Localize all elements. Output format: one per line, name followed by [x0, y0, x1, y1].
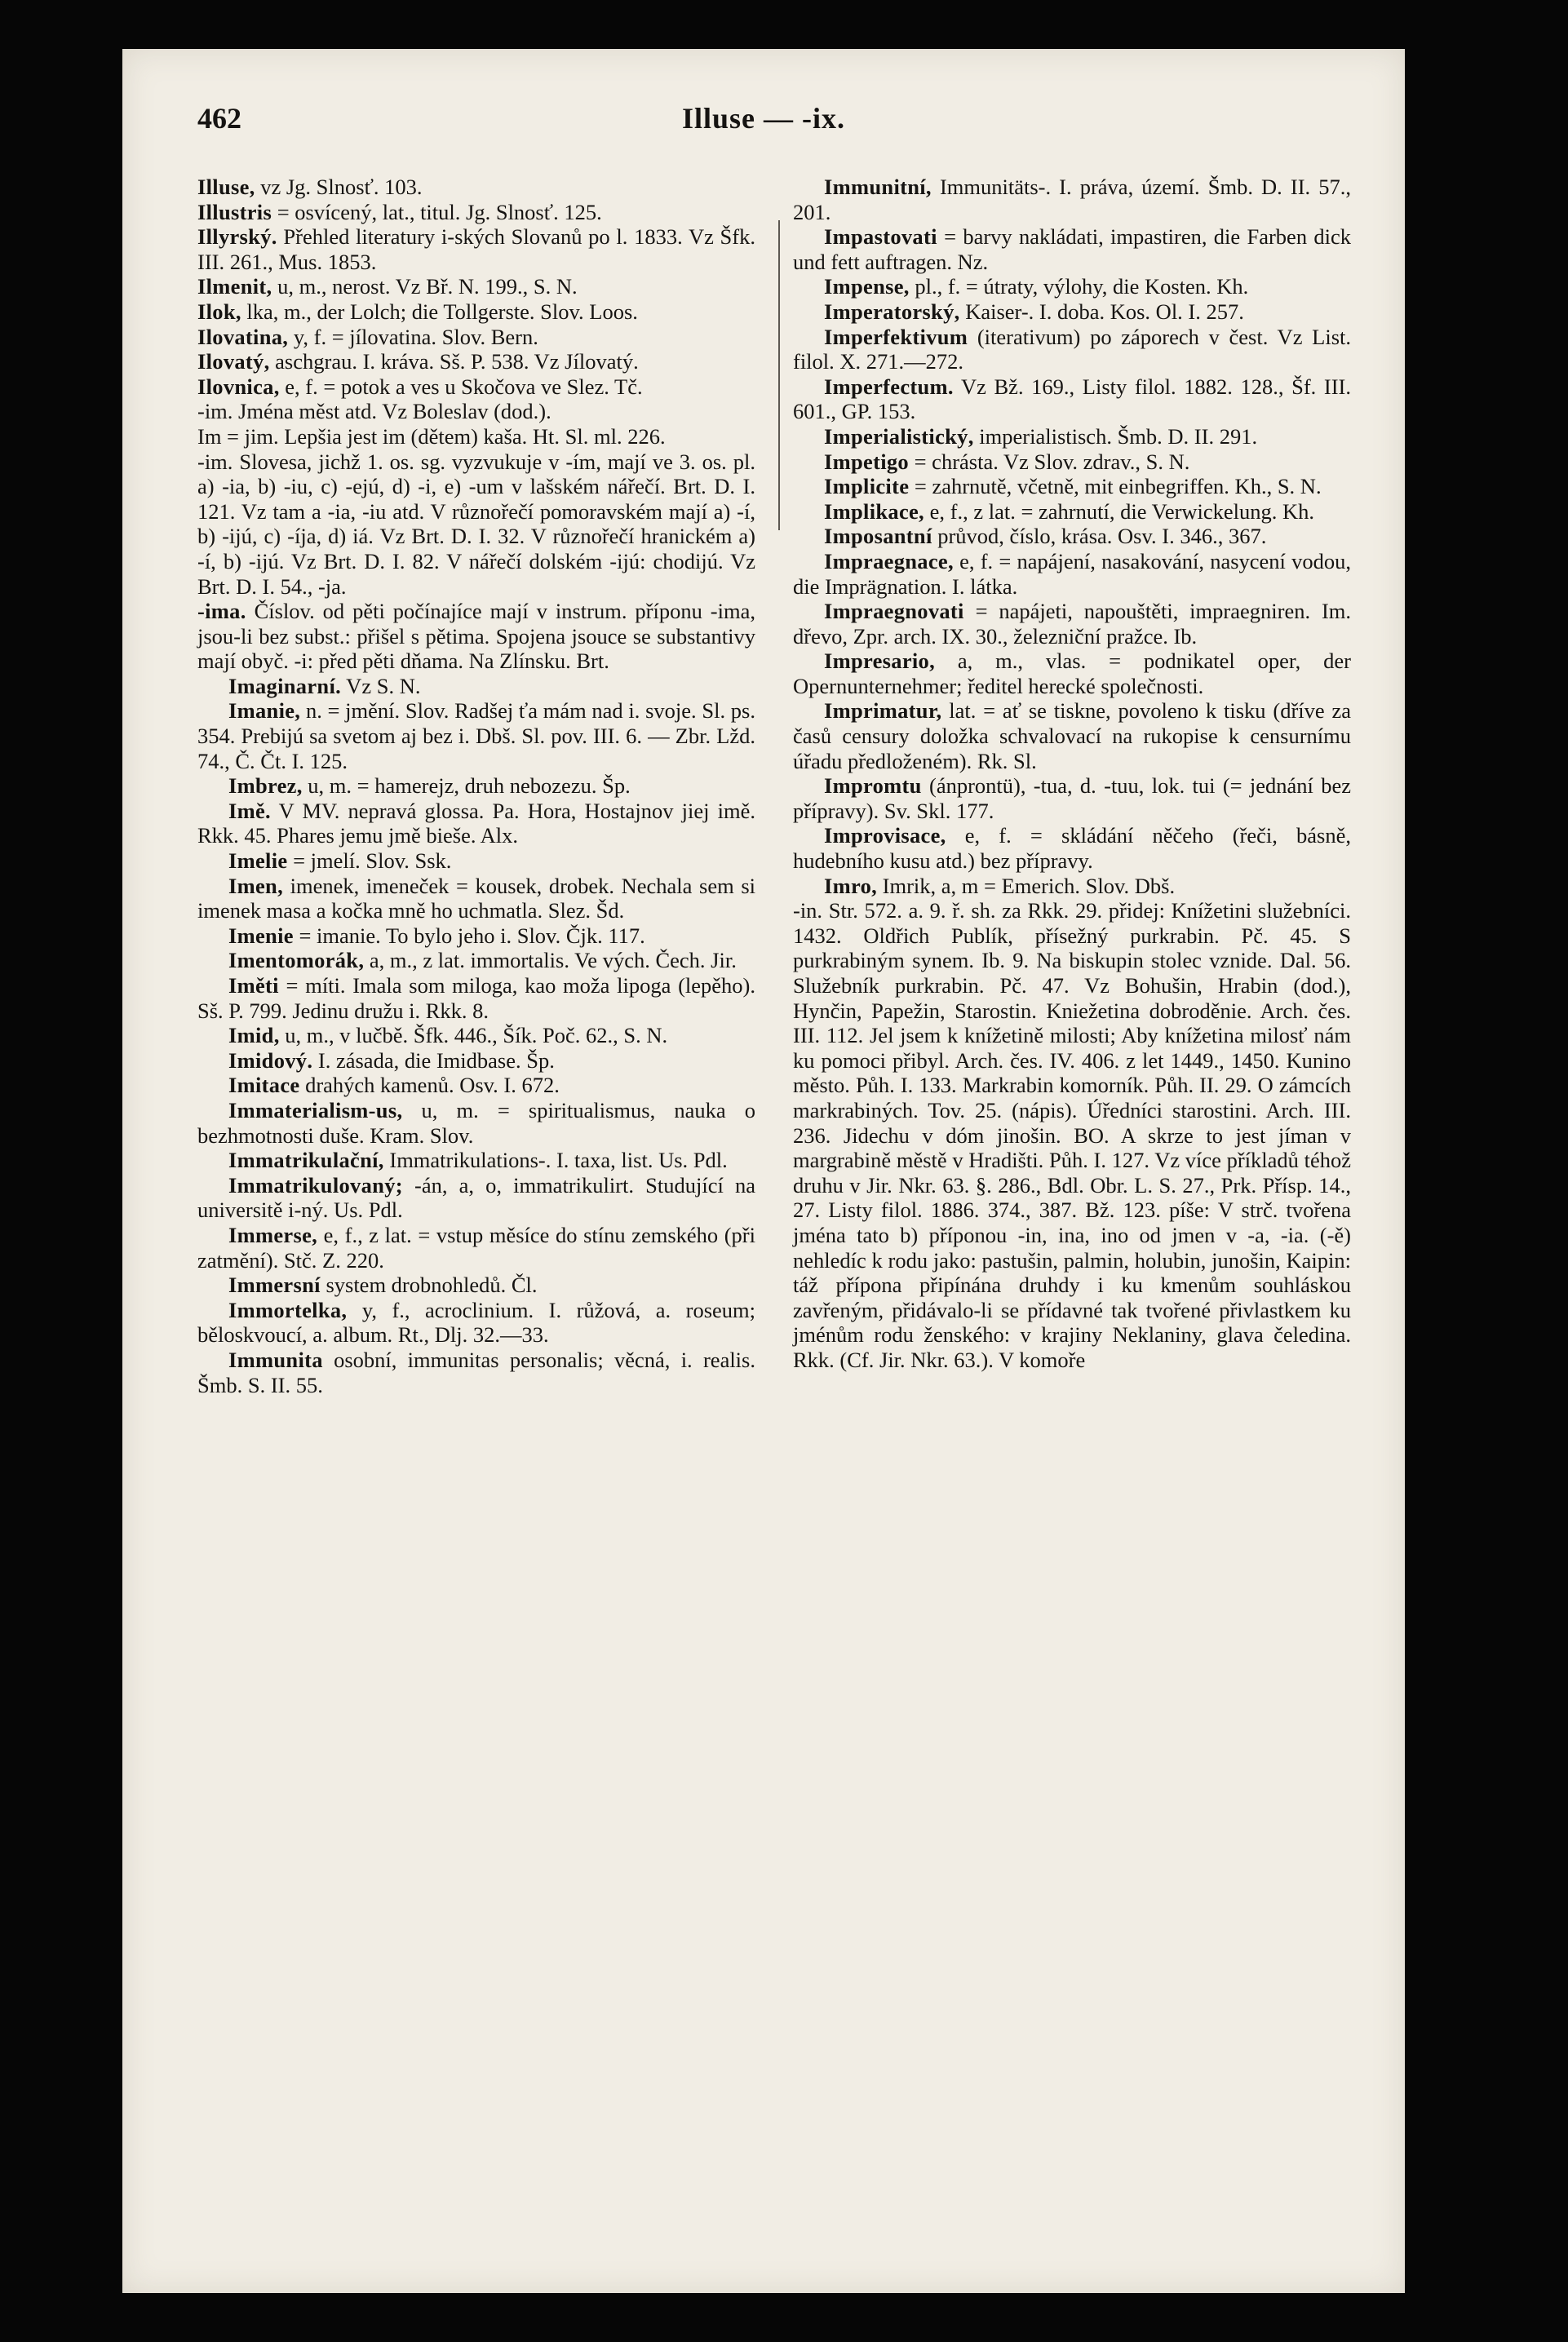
- entry-text: pl., f. = útraty, výlohy, die Kosten. Kh.: [909, 274, 1249, 299]
- entry-text: Im = jim. Lepšia jest im (dětem) kaša. Ht. Sl. ml. 226.: [197, 423, 666, 449]
- entry-text: (iterativum) po záporech v čest. Vz List. filol. X. 271.—272.: [793, 324, 1351, 374]
- dictionary-entry: [197, 1298, 755, 1348]
- page-number: 462: [197, 102, 241, 135]
- dictionary-entry: [197, 224, 755, 274]
- dictionary-entry: [793, 524, 1351, 549]
- dictionary-entry: [197, 923, 755, 949]
- entry-text: Imrik, a, m = Emerich. Slov. Dbš.: [877, 873, 1176, 898]
- entry-text: Číslov. od pěti počínajíce mají v instrum. příponu -ima, jsou-li bez subst.: přišel s pětima. Spojena jsouce se substantivy mají obyč. -i: před pěti dňama. Na Zlínsku. Brt.: [197, 599, 755, 674]
- entry-headword: Imanie,: [228, 698, 301, 724]
- dictionary-entry: [197, 973, 755, 1023]
- dictionary-entry: [197, 349, 755, 374]
- entry-headword: Improvisace,: [824, 823, 946, 848]
- entry-text: e, f. = potok a ves u Skočova ve Slez. Tč.: [279, 374, 643, 399]
- entry-text: a, m., z lat. immortalis. Ve vých. Čech. Jir.: [364, 948, 737, 973]
- entry-text: n. = jmění. Slov. Radšej ťa mám nad i. svoje. Sl. ps. 354. Prebijú sa svetom aj bez i. Dbš. Sl. pov. III. 6. — Zbr. Lžd. 74., Č. Čt. I. 125.: [197, 698, 755, 773]
- entry-text: Immunitäts-. I. práva, území. Šmb. D. II. 57., 201.: [793, 175, 1351, 224]
- entry-headword: Immerse,: [228, 1222, 318, 1247]
- entry-headword: Impetigo: [824, 449, 909, 474]
- entry-text: u, m. = hamerejz, druh nebozezu. Šp.: [302, 773, 631, 799]
- dictionary-entry: [197, 799, 755, 848]
- entry-text: (ánprontü), -tua, d. -tuu, lok. tui (= jednání bez přípravy). Sv. Skl. 177.: [793, 773, 1351, 823]
- running-head: Illuse — -ix.: [681, 102, 845, 135]
- entry-text: lat. = ať se tiskne, povoleno k tisku (dříve za časů censury doložka schvalovací na rukopise k censurnímu úřadu předloženém). Rk. Sl.: [793, 698, 1351, 773]
- dictionary-entry: [793, 299, 1351, 325]
- dictionary-entry: [793, 325, 1351, 374]
- entry-headword: Ilmenit,: [197, 274, 272, 299]
- entry-headword: Imenie: [228, 923, 294, 948]
- entry-text: Přehled literatury i-ských Slovanů po l. 1833. Vz Šfk. III. 261., Mus. 1853.: [197, 224, 755, 274]
- dictionary-entry: [793, 374, 1351, 424]
- dictionary-entry: [197, 1023, 755, 1048]
- entry-headword: Imposantní: [824, 524, 932, 549]
- dictionary-entry: [793, 649, 1351, 698]
- entry-headword: Imelie: [228, 848, 288, 874]
- dictionary-entry: [197, 175, 755, 200]
- dictionary-entry: [793, 898, 1351, 1372]
- entry-text: = osvícený, lat., titul. Jg. Slnosť. 125.: [272, 199, 602, 224]
- dictionary-entry: [793, 499, 1351, 525]
- entry-headword: Illustris: [197, 199, 272, 224]
- entry-headword: Imperfektivum: [824, 324, 968, 349]
- entry-headword: -ima.: [197, 599, 246, 624]
- dictionary-entry: [197, 1273, 755, 1298]
- entry-headword: Immatrikulovaný;: [228, 1172, 403, 1198]
- entry-text: -im. Jména měst atd. Vz Boleslav (dod.).: [197, 399, 551, 424]
- entry-headword: Imprimatur,: [824, 698, 942, 724]
- dictionary-entry: [793, 698, 1351, 773]
- dictionary-entry: [793, 549, 1351, 599]
- entry-text: -án, a, o, immatrikulirt. Studující na universitě i-ný. Us. Pdl.: [197, 1172, 755, 1223]
- entry-headword: Imitace: [228, 1073, 300, 1098]
- entry-text: e, f., z lat. = zahrnutí, die Verwickelung. Kh.: [924, 498, 1315, 524]
- right-column: [793, 175, 1351, 1373]
- scan-border-left: [0, 0, 122, 2342]
- dictionary-entry: [197, 1073, 755, 1098]
- dictionary-entry: [793, 599, 1351, 649]
- entry-text: Immatrikulations-. I. taxa, list. Us. Pdl.: [383, 1148, 728, 1173]
- entry-headword: Iměti: [228, 973, 279, 998]
- entry-headword: Immunitní,: [824, 175, 932, 199]
- dictionary-entry: [197, 1173, 755, 1223]
- entry-headword: Immaterialism-us,: [228, 1097, 403, 1122]
- page-header: [197, 101, 1330, 158]
- entry-text: průvod, číslo, krása. Osv. I. 346., 367.: [932, 524, 1267, 549]
- entry-text: Kaiser-. I. doba. Kos. Ol. I. 257.: [959, 299, 1244, 324]
- entry-text: system drobnohledů. Čl.: [320, 1273, 538, 1298]
- entry-headword: Impromtu: [824, 773, 922, 799]
- entry-text: drahých kamenů. Osv. I. 672.: [299, 1073, 560, 1098]
- entry-headword: Impense,: [824, 274, 910, 299]
- entry-text: e, f., z lat. = vstup měsíce do stínu zemského (při zatmění). Stč. Z. 220.: [197, 1222, 755, 1273]
- dictionary-entry: [197, 848, 755, 874]
- entry-text: = míti. Imala som miloga, kao moža lipoga (lepěho). Sš. P. 799. Jedinu družu i. Rkk. 8.: [197, 973, 755, 1023]
- entry-headword: Imperfectum.: [824, 374, 954, 399]
- entry-text: y, f., acroclinium. I. růžová, a. roseum; běloskvoucí, a. album. Rt., Dlj. 32.—33.: [197, 1297, 755, 1348]
- entry-headword: Impraegnace,: [824, 548, 954, 573]
- entry-text: e, f. = napájení, nasakování, nasycení vodou, die Imprägnation. I. látka.: [793, 548, 1351, 599]
- entry-text: osobní, immunitas personalis; věcná, i. realis. Šmb. S. II. 55.: [197, 1347, 755, 1397]
- entry-headword: Ilovatý,: [197, 349, 270, 374]
- dictionary-entry: [197, 874, 755, 923]
- entry-headword: Imen,: [228, 873, 284, 898]
- dictionary-entry: [197, 1223, 755, 1273]
- entry-text: V MV. nepravá glossa. Pa. Hora, Hostajnov jiej imě. Rkk. 45. Phares jemu jmě bieše. Alx.: [197, 798, 755, 848]
- dictionary-entry: [793, 449, 1351, 475]
- entry-text: Vz Bž. 169., Listy filol. 1882. 128., Šf. III. 601., GP. 153.: [793, 374, 1351, 424]
- entry-text: = imanie. To bylo jeho i. Slov. Čjk. 117.: [293, 923, 645, 948]
- entry-text: = zahrnutě, včetně, mit einbegriffen. Kh., S. N.: [909, 474, 1322, 499]
- dictionary-entry: [197, 1048, 755, 1074]
- entry-headword: Impraegnovati: [824, 599, 964, 624]
- entry-text: -in. Str. 572. a. 9. ř. sh. za Rkk. 29. přidej: Knížetini služebníci. 1432. Oldřich Publík, přísežný purkrabin. Pč. 45. S purkrabiným synem. Ib. 9. Na biskupin stolec vznide. Dal. 56. Služebník purkrabin. Pč. 47. Vz Bohušin, Hrabin (dod.), Hynčin, Papežin, Starostin. Kniežetina dobroděnie. Arch. čes. III. 112. Jel jsem k knížetině milosti; Aby knížetina milosť nám ku pomoci přibyl. Arch. čes. IV. 406. z let 1449., 1450. Kunino město. Půh. I. 133. Markrabin komorník. Půh. II. 29. O zámcích markrabiných. Tov. 25. (nápis). Úředníci starostini. Arch. III. 236. Jidechu v dóm jinošin. BO. A skrze to jest jíman v margrabině městě v Hradišti. Půh. I. 127. Vz více příkladů téhož druhu v Jir. Nkr. 63. §. 286., Bdl. Obr. L. S. 27., Prk. Přísp. 14., 27. Listy filol. 1886. 374., 387. Bž. 123. píše: V strč. tvořena jména tato b) příponou -in, ina, ino od jmen v -a, -ia. (-ě) nehledíc k rodu jako: pastušin, palmin, holubin, junošin, Kaipin: táž přípona připínána druhdy i ku kmenům souhláskou zavřeným, přidávalo-li se přídavné tak tvořené přivlastkem ku jménům rodu ženského: v krajiny Neklaniny, glava čeledina. Rkk. (Cf. Jir. Nkr. 63.). V komoře: [793, 898, 1351, 1372]
- entry-text: I. zásada, die Imidbase. Šp.: [312, 1047, 555, 1073]
- entry-headword: Imidový.: [228, 1047, 313, 1073]
- dictionary-entry: [793, 474, 1351, 499]
- entry-text: imperialistisch. Šmb. D. II. 291.: [973, 423, 1258, 449]
- dictionary-entry: [197, 1148, 755, 1173]
- entry-text: u, m. = spiritualismus, nauka o bezhmotnosti duše. Kram. Slov.: [197, 1097, 755, 1148]
- entry-headword: Implicite: [824, 474, 910, 499]
- entry-text: u, m., nerost. Vz Bř. N. 199., S. N.: [272, 274, 578, 299]
- dictionary-entry: [197, 325, 755, 350]
- entry-headword: Implikace,: [824, 498, 924, 524]
- entry-headword: Imro,: [824, 873, 878, 898]
- entry-text: = chrásta. Vz Slov. zdrav., S. N.: [908, 449, 1190, 474]
- entry-headword: Imperialistický,: [824, 423, 974, 449]
- dictionary-entry: [793, 874, 1351, 899]
- entry-text: vz Jg. Slnosť. 103.: [255, 175, 423, 199]
- entry-headword: Ilovatina,: [197, 324, 289, 349]
- dictionary-entry: [197, 599, 755, 674]
- entry-text: u, m., v lučbě. Šfk. 446., Šík. Poč. 62., S. N.: [279, 1023, 668, 1048]
- entry-text: lka, m., der Lolch; die Tollgerste. Slov. Loos.: [241, 299, 638, 324]
- entry-text: e, f. = skládání něčeho (řeči, básně, hudebního kusu atd.) bez přípravy.: [793, 823, 1351, 874]
- entry-headword: Impresario,: [824, 649, 936, 674]
- dictionary-entry: [197, 1348, 755, 1397]
- entry-text: = barvy nakládati, impastiren, die Farben dick und fett auftragen. Nz.: [793, 224, 1351, 274]
- entry-headword: Immortelka,: [228, 1297, 348, 1322]
- dictionary-entry: [197, 773, 755, 799]
- entry-headword: Ilovnica,: [197, 374, 280, 399]
- entry-headword: Immunita: [228, 1347, 323, 1372]
- dictionary-entry: [793, 823, 1351, 873]
- dictionary-page: [122, 49, 1405, 2293]
- dictionary-entry: [793, 773, 1351, 823]
- entry-text: a, m., vlas. = podnikatel oper, der Opernunternehmer; ředitel herecké společnosti.: [793, 649, 1351, 698]
- dictionary-entry: [793, 274, 1351, 299]
- dictionary-entry: [197, 299, 755, 325]
- entry-headword: Immatrikulační,: [228, 1148, 384, 1173]
- entry-headword: Illuse,: [197, 175, 255, 199]
- dictionary-entry: [197, 1098, 755, 1148]
- entry-headword: Immersní: [228, 1273, 321, 1298]
- dictionary-entry: [197, 674, 755, 699]
- entry-text: = jmelí. Slov. Ssk.: [287, 848, 452, 874]
- entry-headword: Illyrský.: [197, 224, 277, 250]
- entry-text: aschgrau. I. kráva. Sš. P. 538. Vz Jílovatý.: [269, 349, 639, 374]
- entry-text: Vz S. N.: [341, 673, 421, 698]
- entry-text: = napájeti, napouštěti, impraegniren. Im. dřevo, Zpr. arch. IX. 30., železniční pražce. Ib.: [793, 599, 1351, 649]
- dictionary-entry: [197, 399, 755, 424]
- entry-text: imenek, imeneček = kousek, drobek. Nechala sem si imenek masa a kočka mně ho uchmatla. Slez. Šd.: [197, 873, 755, 923]
- entry-headword: Imperatorský,: [824, 299, 960, 324]
- dictionary-entry: [197, 374, 755, 400]
- left-column: [197, 175, 755, 1397]
- entry-text: y, f. = jílovatina. Slov. Bern.: [288, 324, 538, 349]
- entry-headword: Imid,: [228, 1023, 280, 1048]
- dictionary-entry: [793, 424, 1351, 449]
- entry-text: -im. Slovesa, jichž 1. os. sg. vyzvukuje v -ím, mají ve 3. os. pl. a) -ia, b) -iu, c) -ejú, d) -i, e) -um v lašském nářečí. Brt. D. I. 121. Vz tam a -ia, -iu atd. V různořečí pomoravském mají a) -í, b) -ijú, c) -íja, d) iá. Vz Brt. D. I. 32. V různořečí hranickém a) -í, b) -ijú. Vz Brt. D. I. 82. V nářečí dolském -ijú: chodijú. Vz Brt. D. I. 54., -ja.: [197, 449, 755, 599]
- entry-headword: Imbrez,: [228, 773, 303, 799]
- entry-headword: Impastovati: [824, 224, 937, 250]
- dictionary-entry: [197, 274, 755, 299]
- dictionary-entry: [793, 175, 1351, 224]
- dictionary-entry: [197, 698, 755, 773]
- entry-headword: Imentomorák,: [228, 948, 365, 973]
- dictionary-entry: [197, 200, 755, 225]
- entry-headword: Imě.: [228, 798, 271, 823]
- entry-headword: Imaginarní.: [228, 673, 342, 698]
- dictionary-entry: [197, 948, 755, 973]
- entry-headword: Ilok,: [197, 299, 241, 324]
- dictionary-entry: [793, 224, 1351, 274]
- column-divider: [778, 220, 780, 530]
- dictionary-entry: [197, 449, 755, 600]
- dictionary-entry: [197, 424, 755, 449]
